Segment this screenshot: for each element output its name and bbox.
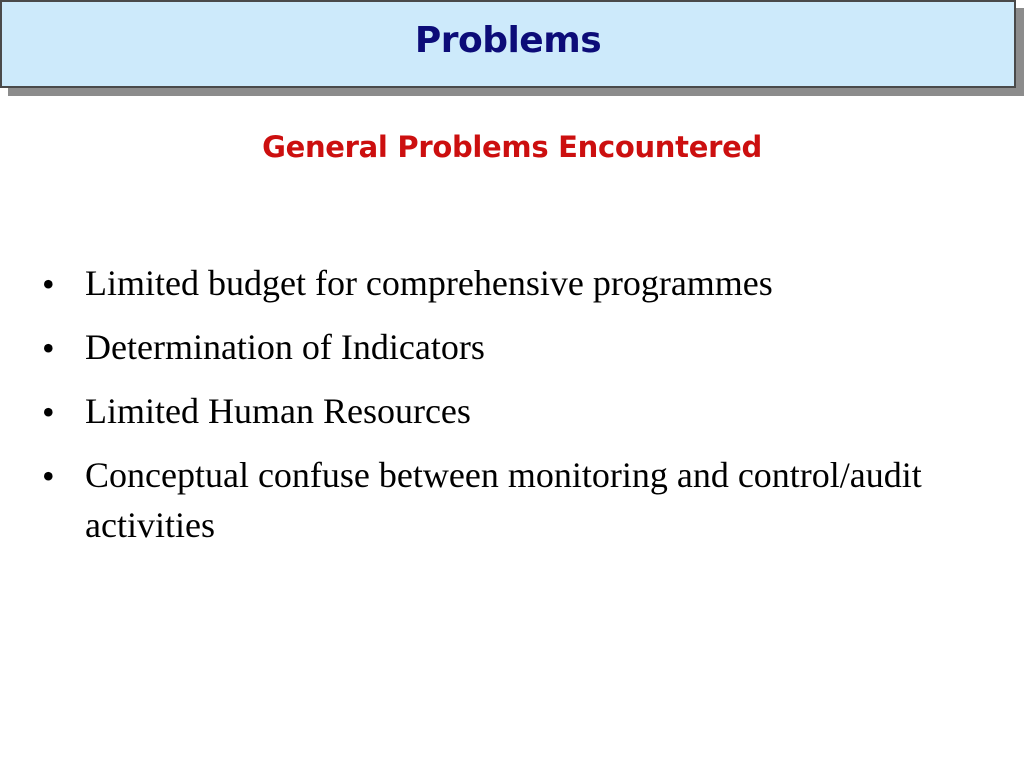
bullet-text: Conceptual confuse between monitoring and control/audit activities xyxy=(85,455,922,545)
slide-title: Problems xyxy=(414,19,602,61)
bullet-item xyxy=(40,258,990,310)
bullet-item xyxy=(40,450,990,550)
bullet-text: Limited budget for comprehensive programmes xyxy=(85,263,773,303)
bullet-icon: • xyxy=(42,392,55,432)
bullet-list xyxy=(40,258,990,562)
bullet-icon: • xyxy=(42,264,55,304)
bullet-icon: • xyxy=(42,456,55,496)
title-banner xyxy=(0,0,1016,88)
bullet-icon: • xyxy=(42,328,55,368)
slide-subtitle: General Problems Encountered xyxy=(262,130,762,164)
bullet-item xyxy=(40,322,990,374)
bullet-text: Determination of Indicators xyxy=(85,327,485,367)
bullet-item xyxy=(40,386,990,438)
bullet-text: Limited Human Resources xyxy=(85,391,471,431)
